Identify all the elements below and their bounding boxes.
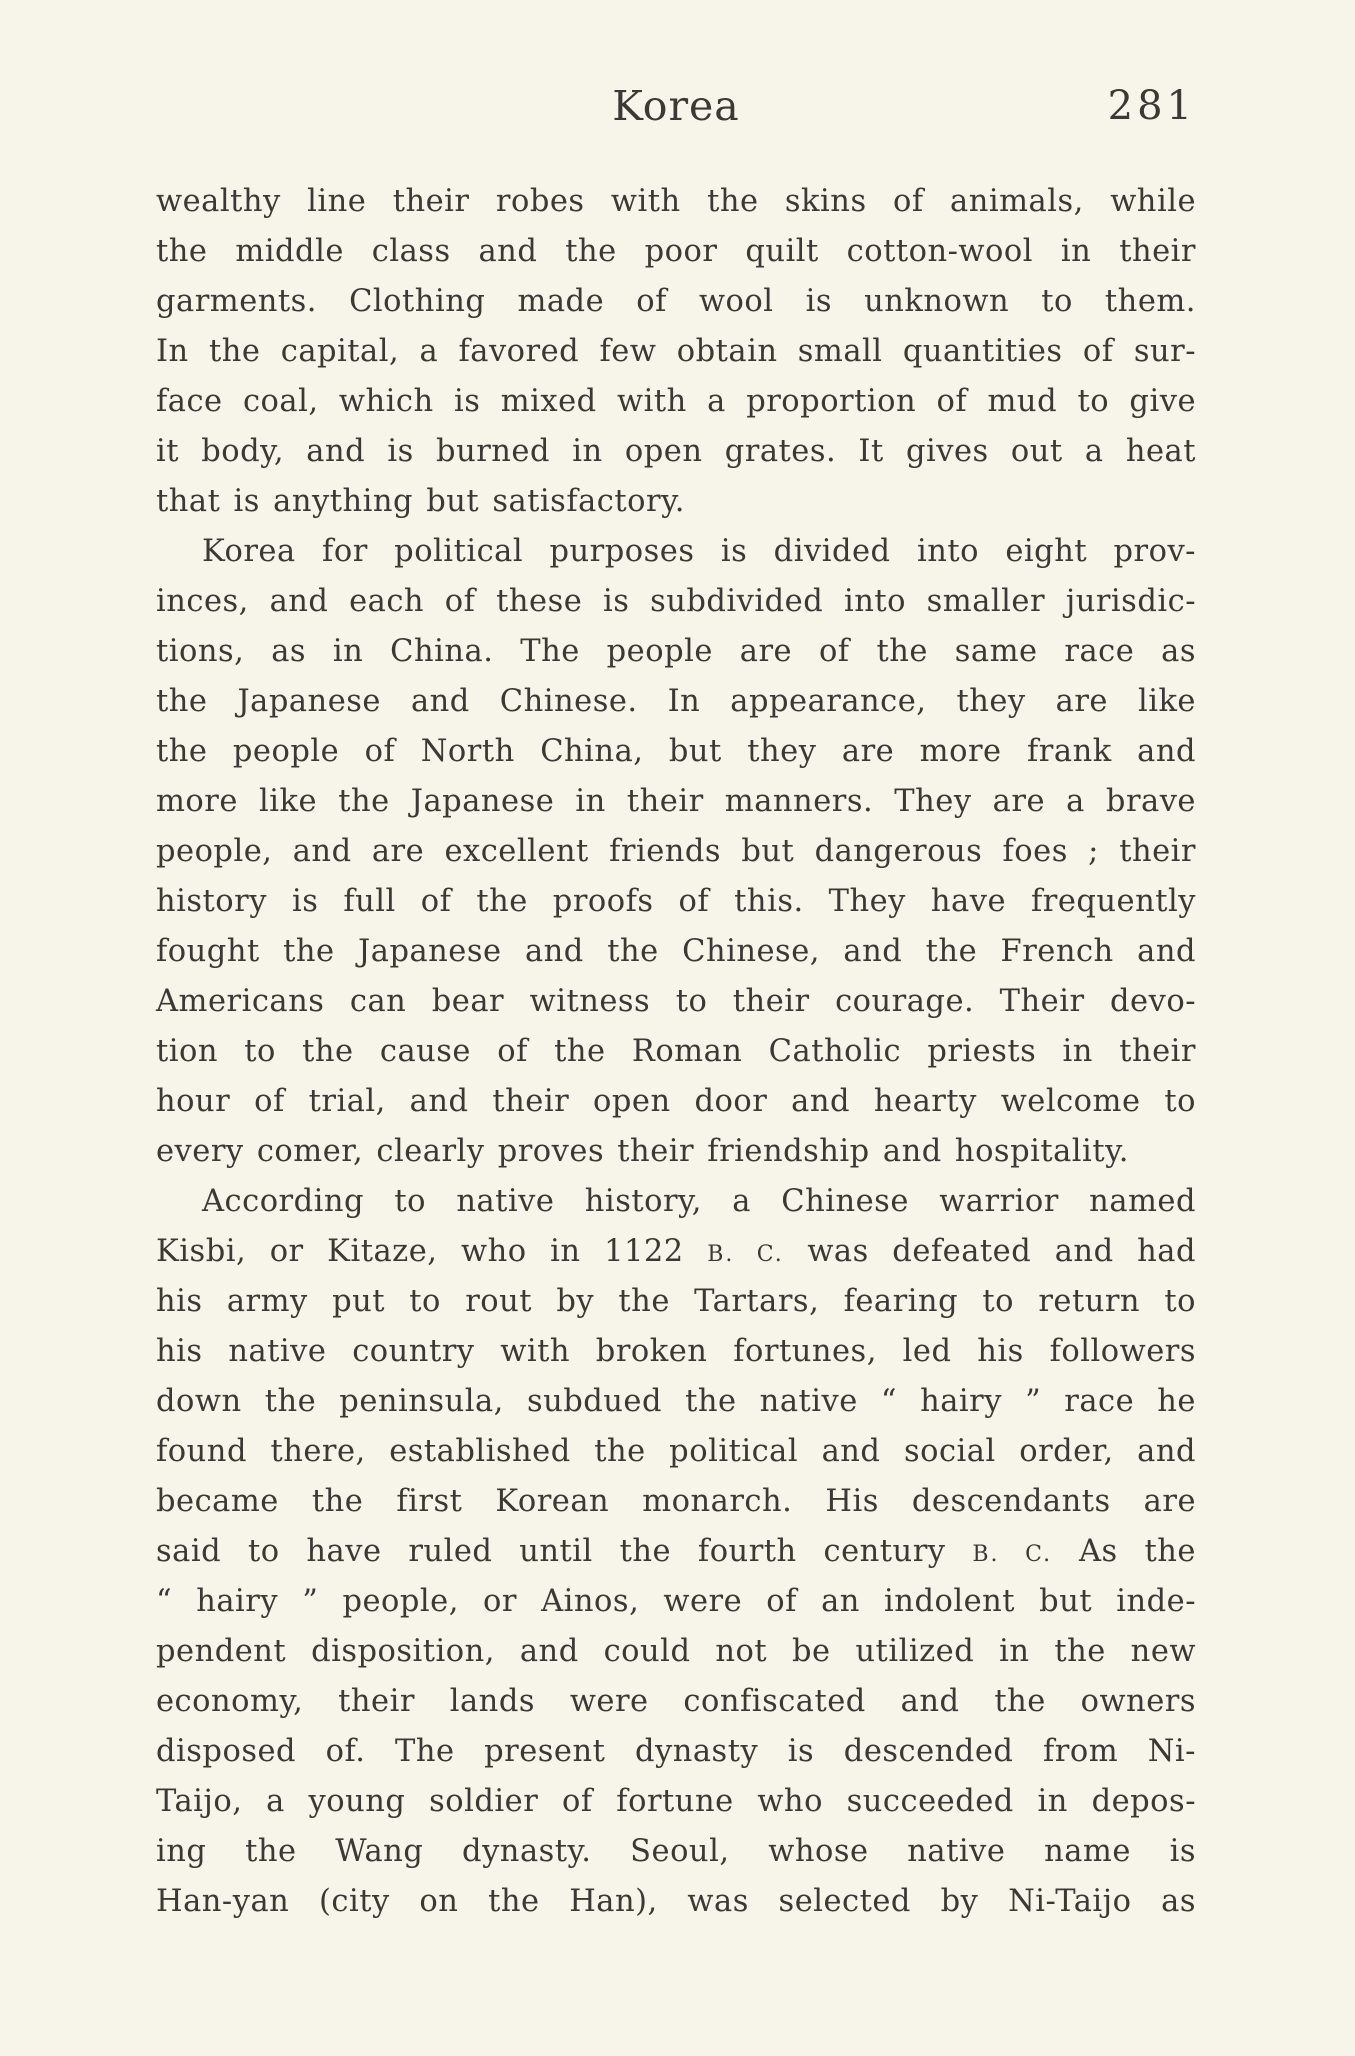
- era-abbreviation: B. C.: [707, 1242, 784, 1267]
- text-line: “ hairy ” people, or Ainos, were of an indolent but inde-: [156, 1584, 1196, 1619]
- paragraph-first-line: Korea for political purposes is divided into eight prov-: [202, 534, 1196, 569]
- text-line: Kisbi, or Kitaze, who in 1122 B. C. was defeated and had: [156, 1234, 1196, 1269]
- body-text: [156, 177, 1196, 1927]
- text-line: people, and are excellent friends but dangerous foes ; their: [156, 834, 1196, 869]
- text-line: his native country with broken fortunes, led his followers: [156, 1334, 1196, 1369]
- text-line: pendent disposition, and could not be utilized in the new: [156, 1634, 1196, 1669]
- text-line: down the peninsula, subdued the native “ hairy ” race he: [156, 1384, 1196, 1419]
- text-line: the people of North China, but they are more frank and: [156, 734, 1196, 769]
- text-line: ing the Wang dynasty. Seoul, whose native name is: [156, 1834, 1196, 1869]
- text-line: that is anything but satisfactory.: [156, 484, 685, 519]
- text-line: tions, as in China. The people are of the same race as: [156, 634, 1196, 669]
- paragraph-first-line: According to native history, a Chinese warrior named: [202, 1184, 1196, 1219]
- text-line: every comer, clearly proves their friendship and hospitality.: [156, 1134, 1129, 1169]
- text-line: said to have ruled until the fourth century B. C. As the: [156, 1534, 1196, 1569]
- text-line: disposed of. The present dynasty is descended from Ni-: [156, 1734, 1196, 1769]
- text-line: Taijo, a young soldier of fortune who succeeded in depos-: [156, 1784, 1196, 1819]
- text-line: hour of trial, and their open door and hearty welcome to: [156, 1084, 1196, 1119]
- era-abbreviation: B. C.: [972, 1542, 1053, 1567]
- text-line: Americans can bear witness to their courage. Their devo-: [156, 984, 1196, 1019]
- text-line: inces, and each of these is subdivided into smaller jurisdic-: [156, 584, 1196, 619]
- text-line: history is full of the proofs of this. They have frequently: [156, 884, 1196, 919]
- text-line: fought the Japanese and the Chinese, and the French and: [156, 934, 1196, 969]
- text-line: In the capital, a favored few obtain small quantities of sur-: [156, 334, 1196, 369]
- text-line: economy, their lands were confiscated and the owners: [156, 1684, 1196, 1719]
- text-line: the middle class and the poor quilt cotton-wool in their: [156, 234, 1196, 269]
- text-line: garments. Clothing made of wool is unknown to them.: [156, 284, 1196, 319]
- text-line: it body, and is burned in open grates. It gives out a heat: [156, 434, 1196, 469]
- text-line: became the first Korean monarch. His descendants are: [156, 1484, 1196, 1519]
- text-line: the Japanese and Chinese. In appearance, they are like: [156, 684, 1196, 719]
- running-title: Korea: [612, 82, 740, 130]
- text-line: Han-yan (city on the Han), was selected by Ni-Taijo as: [156, 1884, 1196, 1919]
- text-line: wealthy line their robes with the skins of animals, while: [156, 184, 1196, 219]
- page-header: [156, 78, 1196, 134]
- text-line: his army put to rout by the Tartars, fearing to return to: [156, 1284, 1196, 1319]
- text-line: face coal, which is mixed with a proportion of mud to give: [156, 384, 1196, 419]
- page-number: 281: [1107, 83, 1196, 129]
- text-line: found there, established the political and social order, and: [156, 1434, 1196, 1469]
- text-line: tion to the cause of the Roman Catholic priests in their: [156, 1034, 1196, 1069]
- text-line: more like the Japanese in their manners. They are a brave: [156, 784, 1196, 819]
